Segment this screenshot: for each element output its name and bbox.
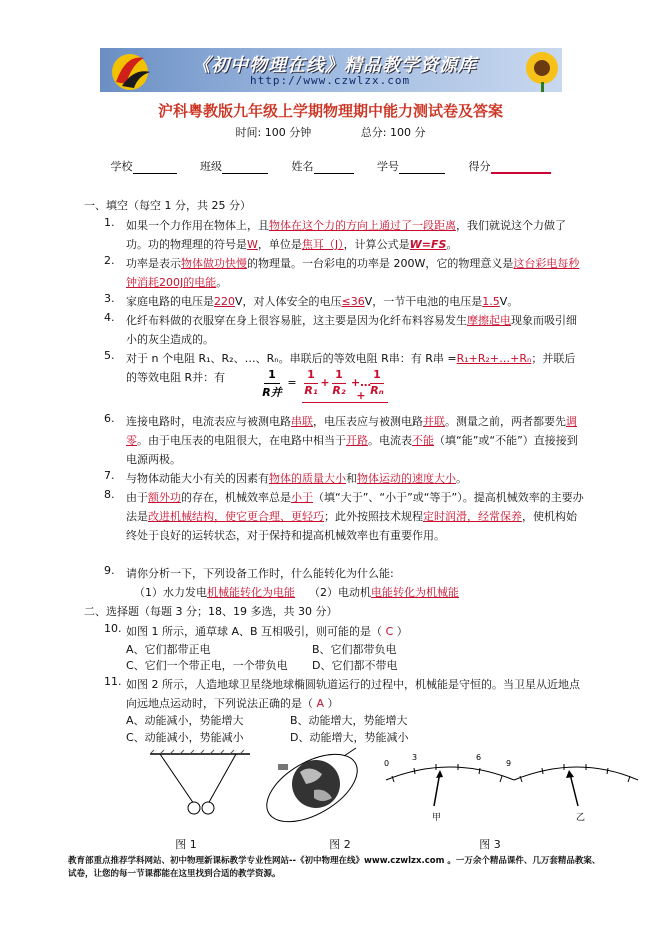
q1-answer-2: W bbox=[247, 238, 258, 251]
meter-label-yi: 乙 bbox=[576, 813, 586, 823]
exam-meta bbox=[0, 124, 661, 140]
meter-tick-3: 3 bbox=[412, 753, 418, 762]
q6-answer-5: 不能 bbox=[412, 434, 434, 447]
page-title: 沪科粤教版九年级上学期物理期中能力测试卷及答案 bbox=[157, 102, 503, 120]
header-banner bbox=[100, 48, 562, 92]
exam-time: 时间: 100 分钟 bbox=[235, 126, 312, 139]
q9-number: 9. bbox=[104, 564, 115, 577]
q7-answer-1: 物体的质量大小 bbox=[269, 472, 346, 485]
meter-label-jia: 甲 bbox=[432, 813, 442, 823]
q6-answer-2: 并联 bbox=[423, 415, 445, 428]
q8-answer-2: 小于 bbox=[291, 491, 313, 504]
sunflower-icon bbox=[512, 48, 562, 92]
q6-number: 6. bbox=[104, 412, 115, 425]
frac-2-num: 1 bbox=[307, 368, 315, 381]
meter-tick-9: 9 bbox=[506, 759, 512, 768]
q1-answer-4: W=FS bbox=[409, 238, 447, 251]
q7-answer-2: 物体运动的速度大小 bbox=[357, 472, 456, 485]
id-field[interactable] bbox=[399, 161, 445, 174]
question-4: 化纤布料做的衣服穿在身上很容易脏，这主要是因为化纤布料容易发生摩擦起电现象而吸引细小的灰尘造成的。 bbox=[126, 314, 577, 346]
formula-plus-1: + bbox=[320, 376, 330, 389]
q11-option-c: C、动能减小，势能减小 bbox=[126, 731, 244, 744]
q8-answer-1: 额外功 bbox=[148, 491, 181, 504]
q7-number: 7. bbox=[104, 469, 115, 482]
q6-answer-1: 串联 bbox=[291, 415, 313, 428]
q6-answer-3: 调零 bbox=[126, 415, 577, 447]
section-fill-title: 一、填空（每空 1 分，共 25 分） bbox=[84, 199, 251, 212]
section-choice-title: 二、选择题（每题 3 分；18、19 多选，共 30 分） bbox=[84, 605, 338, 618]
question-1: 如果一个力作用在物体上，且物体在这个力的方向上通过了一段距离，我们就说这个力做了功。功的物理理的符号是W，单位是焦耳（J），计算公式是W=FS。 bbox=[126, 219, 566, 251]
q4-answer-1: 摩擦起电 bbox=[467, 314, 511, 327]
q11-option-b: B、动能增大，势能增大 bbox=[290, 714, 408, 727]
logo-icon bbox=[104, 48, 164, 92]
question-5: 对于 n 个电阻 R₁、R₂、…、Rₙ。串联后的等效电阻 R串：有 R串 =R₁+R₂+…+Rₙ；并联后的等效电阻 R并：有 bbox=[126, 352, 576, 384]
q10-number: 10. bbox=[104, 622, 122, 635]
q10-option-b: B、它们都带负电 bbox=[312, 643, 397, 656]
frac-3-den: R₂ bbox=[332, 384, 346, 397]
question-6: 连接电路时，电流表应与被测电路串联，电压表应与被测电路并联。测量之前，两者都要先调零。由于电压表的电阻很大，在电路中相当于开路。电流表不能（填“能”或“不能”）直接接到电源两极。 bbox=[126, 415, 578, 466]
meter-yi bbox=[514, 764, 638, 823]
frac-2-den: R₁ bbox=[304, 384, 318, 397]
frac-1-den: R并 bbox=[262, 386, 282, 399]
frac-1-num: 1 bbox=[268, 368, 276, 381]
banner-url: http://www.czwlzx.com bbox=[250, 74, 411, 87]
question-2: 功率是表示物体做功快慢的物理量。一台彩电的功率是 200W，它的物理意义是这台彩电每秒钟消耗200J的电能。 bbox=[126, 257, 580, 289]
name-label: 姓名 bbox=[291, 160, 314, 173]
school-field[interactable] bbox=[133, 161, 177, 174]
q3-number: 3. bbox=[104, 292, 115, 305]
q2-number: 2. bbox=[104, 254, 115, 267]
q6-answer-4: 开路 bbox=[346, 434, 368, 447]
q10-answer: C bbox=[385, 625, 394, 638]
q2-answer-1: 物体做功快慢 bbox=[181, 257, 247, 270]
q1-answer-3: 焦耳（J） bbox=[301, 238, 344, 251]
figure-2-satellite-orbit bbox=[260, 742, 370, 834]
figure-3-caption: 图 3 bbox=[479, 838, 501, 851]
question-11: 如图 2 所示，人造地球卫星绕地球椭圆轨道运行的过程中，机械能是守恒的。当卫星从近地点向远地点运动时，下列说法正确的是（ A ） bbox=[126, 678, 580, 710]
class-field[interactable] bbox=[222, 161, 268, 174]
meter-tick-6: 6 bbox=[476, 753, 482, 762]
meter-tick-0: 0 bbox=[384, 759, 390, 768]
q11-option-a: A、动能减小，势能增大 bbox=[126, 714, 244, 727]
q10-option-a: A、它们都带正电 bbox=[126, 643, 211, 656]
q11-option-d: D、动能增大，势能减小 bbox=[290, 731, 409, 744]
figure-2-caption: 图 2 bbox=[329, 838, 351, 851]
question-3: 家庭电路的电压是220V，对人体安全的电压≤36V，一节干电池的电压是1.5V。 bbox=[126, 295, 519, 308]
frac-4-num: 1 bbox=[373, 368, 381, 381]
figure-3-meters bbox=[380, 753, 640, 826]
q4-number: 4. bbox=[104, 311, 115, 324]
grade-label: 得分 bbox=[468, 160, 491, 173]
figure-1-pith-balls bbox=[150, 750, 260, 830]
formula-plus-2: +…+ bbox=[350, 376, 372, 402]
q2-answer-2: 这台彩电每秒钟消耗200J的电能 bbox=[126, 257, 580, 289]
q3-answer-1: 220 bbox=[214, 295, 235, 308]
exam-score: 总分: 100 分 bbox=[360, 126, 426, 139]
q5-formula bbox=[126, 368, 386, 408]
frac-3-num: 1 bbox=[335, 368, 343, 381]
student-info bbox=[0, 158, 661, 174]
question-9-parts: （1）水力发电机械能转化为电能 （2）电动机电能转化为机械能 bbox=[134, 586, 459, 599]
school-label: 学校 bbox=[110, 160, 133, 173]
name-field[interactable] bbox=[314, 161, 354, 174]
q11-answer: A bbox=[316, 697, 325, 710]
q10-option-c: C、它们一个带正电，一个带负电 bbox=[126, 659, 288, 672]
question-10: 如图 1 所示，通草球 A、B 互相吸引，则可能的是（ C ） bbox=[126, 625, 408, 638]
question-9: 请你分析一下，下列设备工作时，什么能转化为什么能: bbox=[126, 567, 394, 580]
class-label: 班级 bbox=[200, 160, 222, 173]
id-label: 学号 bbox=[377, 160, 399, 173]
q11-number: 11. bbox=[104, 675, 122, 688]
meter-jia bbox=[386, 764, 514, 823]
frac-4-den: Rₙ bbox=[370, 384, 384, 397]
q8-answer-4: 定时润滑，经常保养 bbox=[423, 510, 522, 523]
footer-note: 教育部重点推荐学科网站、初中物理新课标教学专业性网站--《初中物理在线》www.czwlzx.com 。一万余个精品课件、几万套精品教案、试卷，让您的每一节课都能在这里找到合适的教学资源。 bbox=[68, 856, 601, 879]
q8-number: 8. bbox=[104, 488, 115, 501]
question-8: 由于额外功的存在，机械效率总是小于（填“大于”、“小于”或“等于”）。提高机械效率的主要办法是改进机械结构，使它更合理、更轻巧；此外按照技术规程定时润滑，经常保养，使机构始终处于良好的运转状态，对于保持和提高机械效率也有重要作用。 bbox=[126, 491, 584, 542]
banner-title: 《初中物理在线》精品教学资源库 bbox=[192, 55, 477, 76]
q8-answer-3: 改进机械结构，使它更合理、更轻巧 bbox=[148, 510, 324, 523]
q5-number: 5. bbox=[104, 349, 115, 362]
q5-answer-1: R₁+R₂+…+Rₙ bbox=[456, 352, 532, 365]
q9-answer-1: 机械能转化为电能 bbox=[207, 586, 295, 599]
grade-field[interactable] bbox=[491, 160, 551, 174]
q3-answer-2: ≤36 bbox=[341, 295, 365, 308]
figure-1-caption: 图 1 bbox=[175, 838, 197, 851]
question-7: 与物体动能大小有关的因素有物体的质量大小和物体运动的速度大小。 bbox=[126, 472, 467, 485]
satellite-icon bbox=[278, 764, 288, 770]
q3-answer-3: 1.5 bbox=[482, 295, 500, 308]
formula-eq: = bbox=[287, 376, 297, 389]
q1-number: 1. bbox=[104, 216, 115, 229]
q9-answer-2: 电能转化为机械能 bbox=[371, 586, 459, 599]
q1-answer-1: 物体在这个力的方向上通过了一段距离 bbox=[269, 219, 456, 232]
q10-option-d: D、它们都不带电 bbox=[312, 659, 398, 672]
